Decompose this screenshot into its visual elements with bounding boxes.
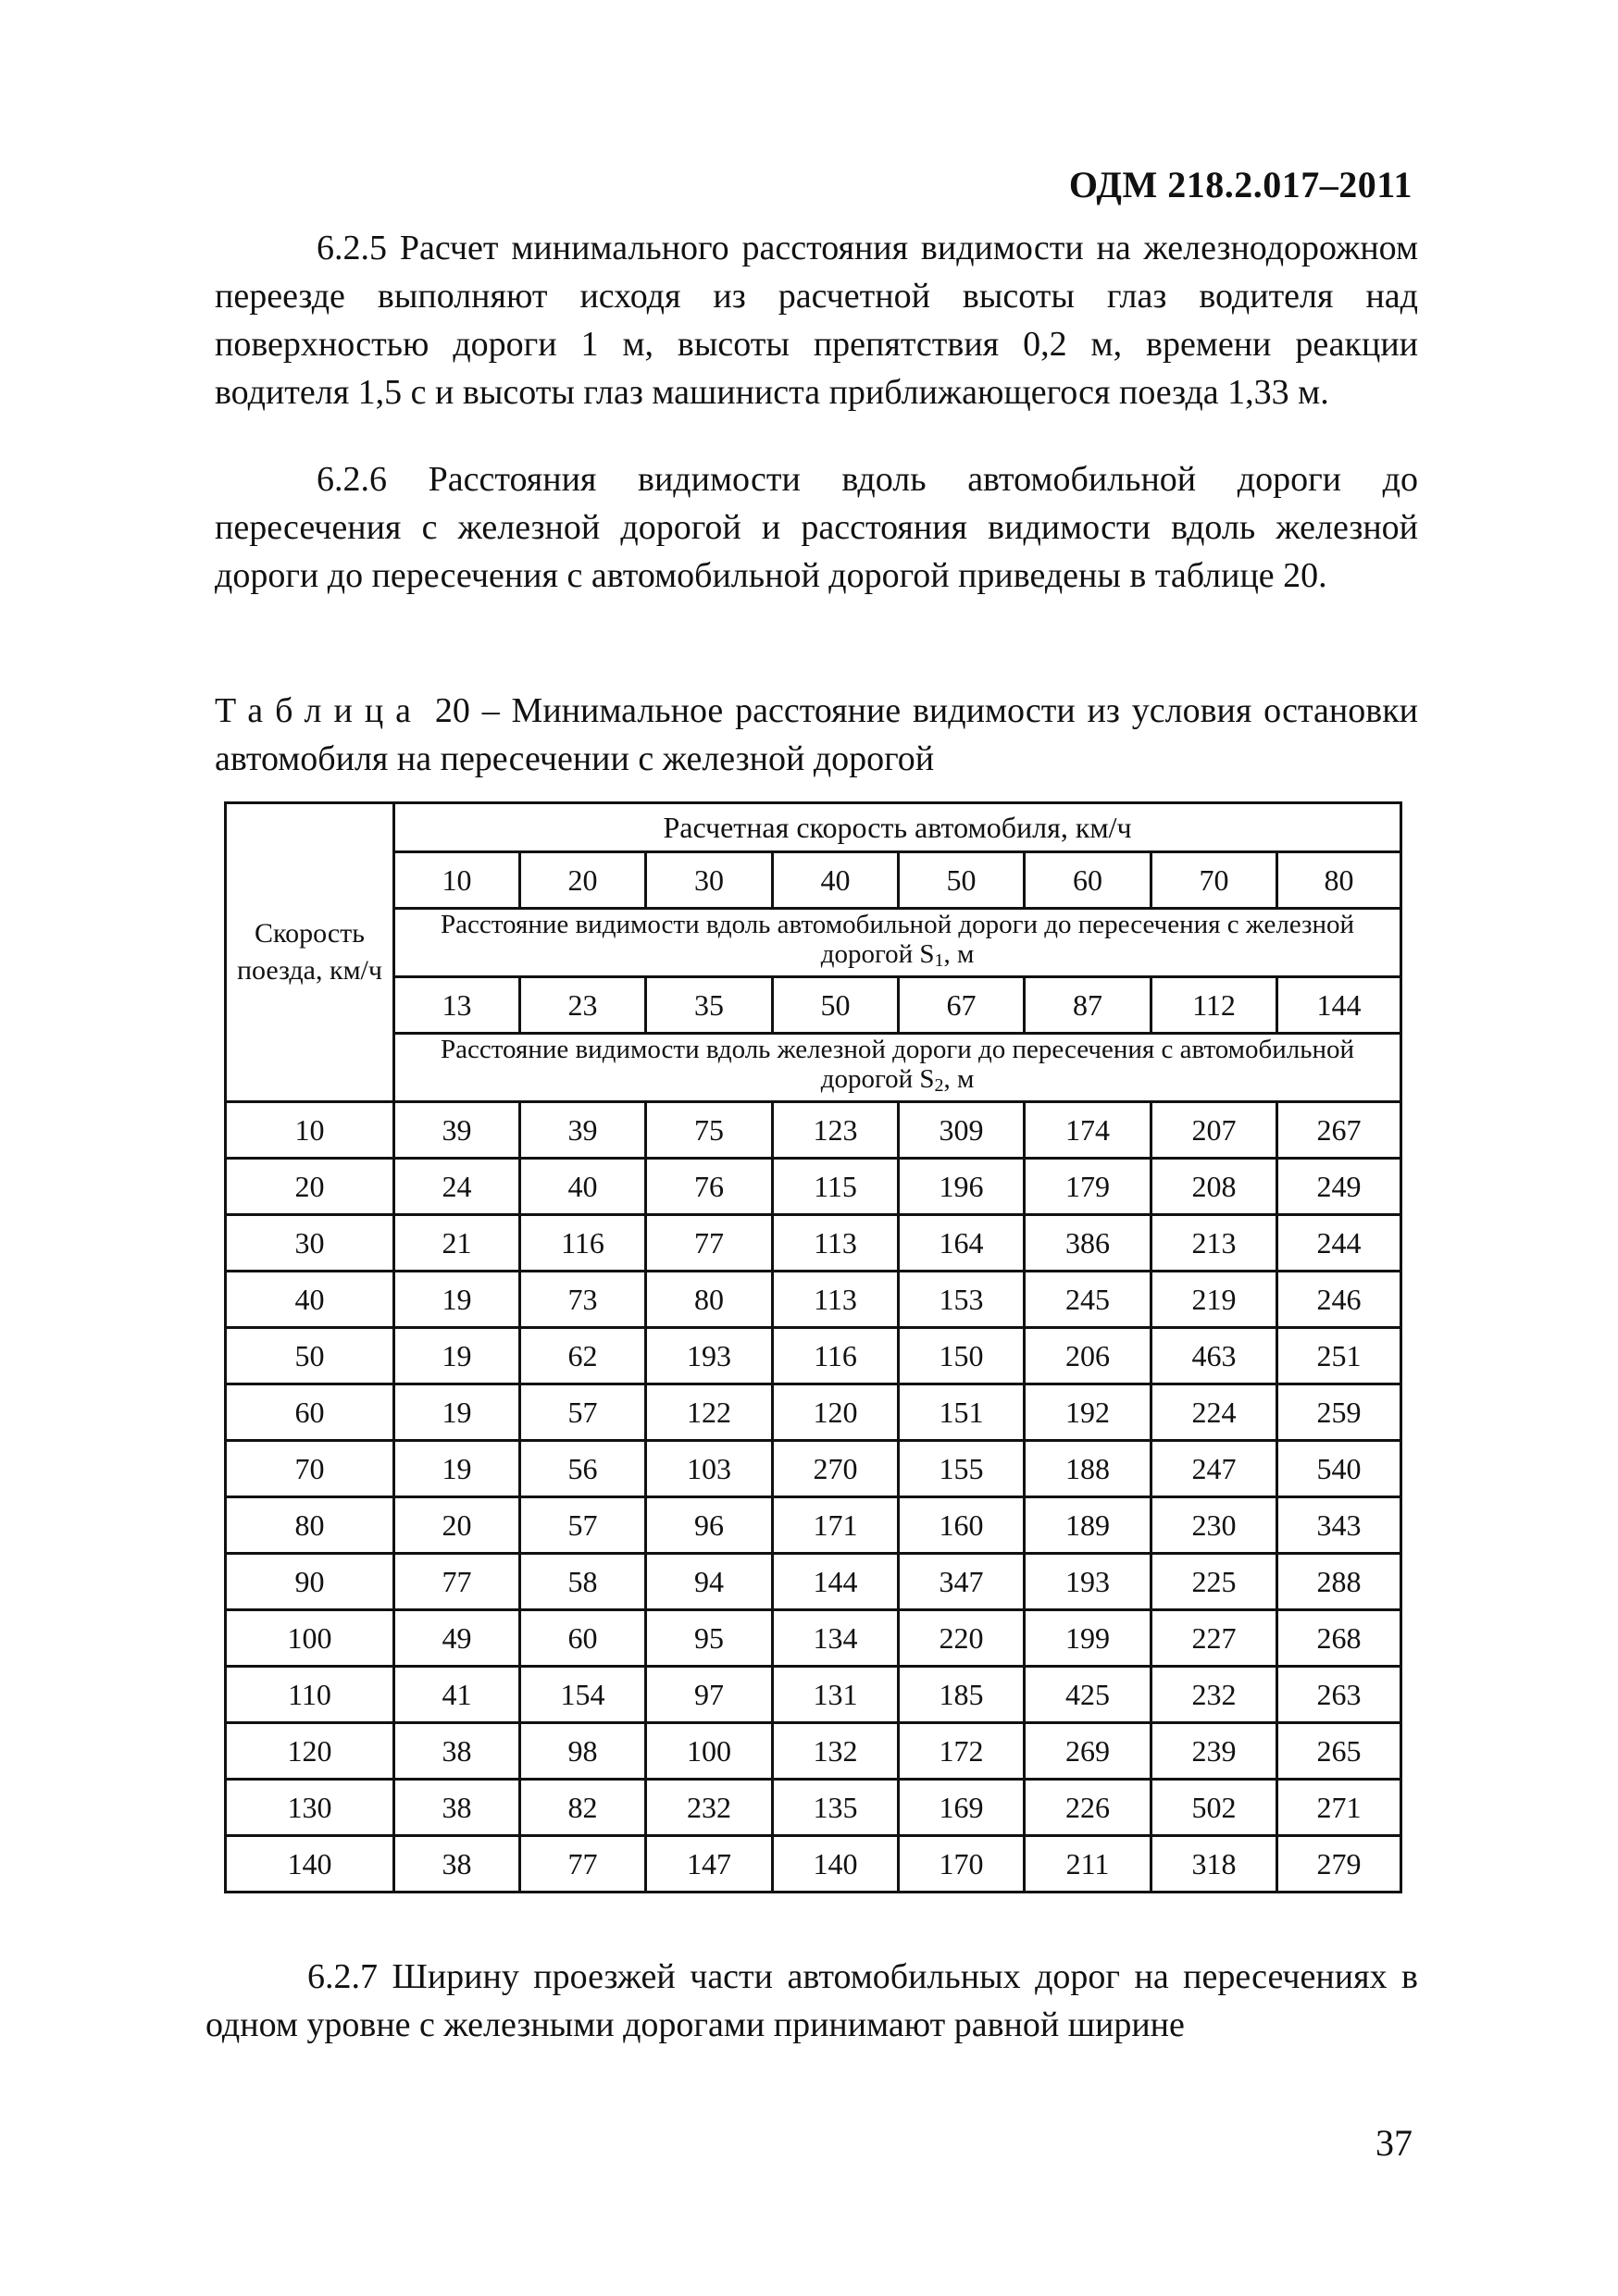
- s2-value-cell: 120: [773, 1384, 899, 1441]
- car-speed-cell: 70: [1151, 852, 1277, 909]
- s2-value-cell: 265: [1277, 1723, 1401, 1780]
- s1-subscript: 1: [934, 950, 944, 971]
- train-speed-cell: 70: [226, 1441, 394, 1497]
- table-row: [226, 1554, 1401, 1610]
- s2-value-cell: 343: [1277, 1497, 1401, 1554]
- train-speed-cell: 130: [226, 1780, 394, 1836]
- car-speed-cell: 20: [520, 852, 646, 909]
- s2-value-cell: 75: [646, 1102, 773, 1159]
- s2-value-cell: 20: [394, 1497, 520, 1554]
- page-number: 37: [1375, 2122, 1413, 2164]
- s2-value-cell: 288: [1277, 1554, 1401, 1610]
- s2-value-cell: 77: [394, 1554, 520, 1610]
- paragraph-6-2-7: [205, 1953, 1418, 2049]
- s2-value-cell: 208: [1151, 1159, 1277, 1215]
- s2-value-cell: 386: [1025, 1215, 1151, 1272]
- s2-value-cell: 19: [394, 1441, 520, 1497]
- s2-value-cell: 131: [773, 1667, 899, 1723]
- s2-header-text: Расстояние видимости вдоль железной дороги до пересечения с автомобильной дорогой S: [441, 1035, 1355, 1094]
- visibility-table: [224, 801, 1402, 1893]
- table-caption-text: 20 – Минимальное расстояние видимости из условия остановки автомобиля на пересечении с железной дорогой: [215, 691, 1418, 778]
- table-caption: [215, 687, 1418, 783]
- s2-value-cell: 164: [899, 1215, 1025, 1272]
- s2-value-cell: 77: [646, 1215, 773, 1272]
- s2-value-cell: 309: [899, 1102, 1025, 1159]
- s2-value-cell: 174: [1025, 1102, 1151, 1159]
- paragraph-6-2-6: [215, 455, 1418, 600]
- train-speed-cell: 20: [226, 1159, 394, 1215]
- s2-value-cell: 38: [394, 1836, 520, 1893]
- s2-value-cell: 151: [899, 1384, 1025, 1441]
- s2-value-cell: 98: [520, 1723, 646, 1780]
- s2-header-row: [226, 1034, 1401, 1102]
- s2-value-cell: 73: [520, 1272, 646, 1328]
- s2-value-cell: 318: [1151, 1836, 1277, 1893]
- paragraph-6-2-6-text: 6.2.6 Расстояния видимости вдоль автомобильной дороги до пересечения с железной дорогой и расстояния видимости вдоль железной дороги до пересечения с автомобильной дорогой приведены в таблице 20.: [215, 460, 1418, 595]
- s2-value-cell: 502: [1151, 1780, 1277, 1836]
- s2-value-cell: 21: [394, 1215, 520, 1272]
- s2-value-cell: 227: [1151, 1610, 1277, 1667]
- table-row: [226, 1667, 1401, 1723]
- s2-value-cell: 38: [394, 1723, 520, 1780]
- s1-header: [394, 909, 1401, 977]
- s1-value-cell: 23: [520, 977, 646, 1034]
- train-speed-cell: 90: [226, 1554, 394, 1610]
- s1-value-cell: 13: [394, 977, 520, 1034]
- document-code: ОДМ 218.2.017–2011: [1068, 164, 1413, 205]
- s2-value-cell: 211: [1025, 1836, 1151, 1893]
- s2-value-cell: 268: [1277, 1610, 1401, 1667]
- car-speeds-row: [226, 852, 1401, 909]
- s2-value-cell: 41: [394, 1667, 520, 1723]
- s2-value-cell: 155: [899, 1441, 1025, 1497]
- train-speed-header: Скорость поезда, км/ч: [226, 803, 394, 1102]
- s2-value-cell: 239: [1151, 1723, 1277, 1780]
- s2-value-cell: 113: [773, 1215, 899, 1272]
- s1-header-row: [226, 909, 1401, 977]
- s1-value-cell: 144: [1277, 977, 1401, 1034]
- table-row: [226, 1610, 1401, 1667]
- table-row: [226, 1215, 1401, 1272]
- table-20: [224, 801, 1400, 1893]
- table-row: [226, 1836, 1401, 1893]
- s2-value-cell: 19: [394, 1272, 520, 1328]
- s1-unit: , м: [943, 939, 975, 969]
- s2-value-cell: 249: [1277, 1159, 1401, 1215]
- s2-value-cell: 100: [646, 1723, 773, 1780]
- car-speed-cell: 50: [899, 852, 1025, 909]
- s2-value-cell: 60: [520, 1610, 646, 1667]
- s2-value-cell: 185: [899, 1667, 1025, 1723]
- s2-value-cell: 154: [520, 1667, 646, 1723]
- s2-value-cell: 82: [520, 1780, 646, 1836]
- s2-value-cell: 96: [646, 1497, 773, 1554]
- s2-value-cell: 94: [646, 1554, 773, 1610]
- s2-value-cell: 267: [1277, 1102, 1401, 1159]
- s2-value-cell: 259: [1277, 1384, 1401, 1441]
- s2-value-cell: 171: [773, 1497, 899, 1554]
- train-speed-cell: 120: [226, 1723, 394, 1780]
- train-speed-cell: 50: [226, 1328, 394, 1384]
- s2-value-cell: 463: [1151, 1328, 1277, 1384]
- s2-value-cell: 224: [1151, 1384, 1277, 1441]
- s2-value-cell: 144: [773, 1554, 899, 1610]
- s2-value-cell: 40: [520, 1159, 646, 1215]
- car-speed-cell: 60: [1025, 852, 1151, 909]
- s2-value-cell: 172: [899, 1723, 1025, 1780]
- s2-value-cell: 279: [1277, 1836, 1401, 1893]
- paragraph-6-2-5: [215, 224, 1418, 416]
- s2-value-cell: 116: [773, 1328, 899, 1384]
- s1-value-cell: 35: [646, 977, 773, 1034]
- s2-value-cell: 134: [773, 1610, 899, 1667]
- s2-value-cell: 97: [646, 1667, 773, 1723]
- table-caption-label: Таблица: [215, 691, 424, 730]
- table-row: [226, 1272, 1401, 1328]
- s2-value-cell: 150: [899, 1328, 1025, 1384]
- table-row: [226, 1723, 1401, 1780]
- s2-value-cell: 213: [1151, 1215, 1277, 1272]
- s2-value-cell: 116: [520, 1215, 646, 1272]
- s2-value-cell: 244: [1277, 1215, 1401, 1272]
- s2-value-cell: 77: [520, 1836, 646, 1893]
- train-speed-cell: 140: [226, 1836, 394, 1893]
- s2-value-cell: 220: [899, 1610, 1025, 1667]
- s2-value-cell: 19: [394, 1384, 520, 1441]
- table-row: [226, 1441, 1401, 1497]
- s2-value-cell: 39: [394, 1102, 520, 1159]
- car-speed-cell: 80: [1277, 852, 1401, 909]
- train-speed-cell: 10: [226, 1102, 394, 1159]
- s2-value-cell: 169: [899, 1780, 1025, 1836]
- paragraph-6-2-5-text: 6.2.5 Расчет минимального расстояния видимости на железнодорожном переезде выполняют исходя из расчетной высоты глаз водителя над поверхностью дороги 1 м, высоты препятствия 0,2 м, времени реакции водителя 1,5 с и высоты глаз машиниста приближающегося поезда 1,33 м.: [215, 229, 1418, 412]
- s2-value-cell: 160: [899, 1497, 1025, 1554]
- s2-value-cell: 179: [1025, 1159, 1151, 1215]
- s2-value-cell: 251: [1277, 1328, 1401, 1384]
- s2-value-cell: 232: [646, 1780, 773, 1836]
- s2-value-cell: 189: [1025, 1497, 1151, 1554]
- table-row: [226, 1780, 1401, 1836]
- s2-value-cell: 19: [394, 1328, 520, 1384]
- s2-value-cell: 57: [520, 1497, 646, 1554]
- car-speed-cell: 40: [773, 852, 899, 909]
- s2-value-cell: 122: [646, 1384, 773, 1441]
- s1-header-text: Расстояние видимости вдоль автомобильной дороги до пересечения с железной дорогой S: [441, 910, 1355, 969]
- s2-value-cell: 80: [646, 1272, 773, 1328]
- car-speed-cell: 10: [394, 852, 520, 909]
- s2-header: [394, 1034, 1401, 1102]
- train-speed-cell: 60: [226, 1384, 394, 1441]
- s2-value-cell: 170: [899, 1836, 1025, 1893]
- s2-value-cell: 49: [394, 1610, 520, 1667]
- s2-value-cell: 225: [1151, 1554, 1277, 1610]
- s2-value-cell: 39: [520, 1102, 646, 1159]
- s2-value-cell: 219: [1151, 1272, 1277, 1328]
- s1-value-cell: 50: [773, 977, 899, 1034]
- table-row: [226, 1102, 1401, 1159]
- s2-value-cell: 76: [646, 1159, 773, 1215]
- s1-value-cell: 67: [899, 977, 1025, 1034]
- s2-value-cell: 269: [1025, 1723, 1151, 1780]
- car-speed-header-row: [226, 803, 1401, 852]
- s2-value-cell: 245: [1025, 1272, 1151, 1328]
- s2-value-cell: 62: [520, 1328, 646, 1384]
- s2-value-cell: 196: [899, 1159, 1025, 1215]
- s2-value-cell: 95: [646, 1610, 773, 1667]
- car-speed-header: Расчетная скорость автомобиля, км/ч: [394, 803, 1401, 852]
- paragraph-6-2-7-text: 6.2.7 Ширину проезжей части автомобильных дорог на пересечениях в одном уровне с железными дорогами принимают равной ширине: [205, 1957, 1418, 2044]
- s2-value-cell: 38: [394, 1780, 520, 1836]
- s2-value-cell: 226: [1025, 1780, 1151, 1836]
- train-speed-cell: 110: [226, 1667, 394, 1723]
- s1-values-row: [226, 977, 1401, 1034]
- table-row: [226, 1384, 1401, 1441]
- s2-value-cell: 113: [773, 1272, 899, 1328]
- s2-value-cell: 207: [1151, 1102, 1277, 1159]
- s2-value-cell: 153: [899, 1272, 1025, 1328]
- s1-value-cell: 87: [1025, 977, 1151, 1034]
- car-speed-cell: 30: [646, 852, 773, 909]
- s2-value-cell: 263: [1277, 1667, 1401, 1723]
- train-speed-cell: 100: [226, 1610, 394, 1667]
- table-row: [226, 1159, 1401, 1215]
- table-row: [226, 1328, 1401, 1384]
- s2-value-cell: 247: [1151, 1441, 1277, 1497]
- s2-value-cell: 57: [520, 1384, 646, 1441]
- s2-value-cell: 147: [646, 1836, 773, 1893]
- train-speed-cell: 80: [226, 1497, 394, 1554]
- s2-value-cell: 347: [899, 1554, 1025, 1610]
- s2-value-cell: 270: [773, 1441, 899, 1497]
- s2-value-cell: 115: [773, 1159, 899, 1215]
- s2-value-cell: 123: [773, 1102, 899, 1159]
- s2-value-cell: 192: [1025, 1384, 1151, 1441]
- s2-value-cell: 425: [1025, 1667, 1151, 1723]
- s2-value-cell: 232: [1151, 1667, 1277, 1723]
- s2-value-cell: 271: [1277, 1780, 1401, 1836]
- s2-value-cell: 58: [520, 1554, 646, 1610]
- s2-unit: , м: [943, 1064, 975, 1094]
- s2-value-cell: 103: [646, 1441, 773, 1497]
- s2-subscript: 2: [934, 1075, 944, 1096]
- s2-value-cell: 24: [394, 1159, 520, 1215]
- s2-value-cell: 230: [1151, 1497, 1277, 1554]
- s2-value-cell: 206: [1025, 1328, 1151, 1384]
- s2-value-cell: 135: [773, 1780, 899, 1836]
- s2-value-cell: 140: [773, 1836, 899, 1893]
- s2-value-cell: 246: [1277, 1272, 1401, 1328]
- s2-value-cell: 56: [520, 1441, 646, 1497]
- train-speed-cell: 40: [226, 1272, 394, 1328]
- s2-value-cell: 199: [1025, 1610, 1151, 1667]
- s1-value-cell: 112: [1151, 977, 1277, 1034]
- s2-value-cell: 132: [773, 1723, 899, 1780]
- train-speed-cell: 30: [226, 1215, 394, 1272]
- table-row: [226, 1497, 1401, 1554]
- s2-value-cell: 193: [1025, 1554, 1151, 1610]
- s2-value-cell: 540: [1277, 1441, 1401, 1497]
- s2-value-cell: 188: [1025, 1441, 1151, 1497]
- s2-value-cell: 193: [646, 1328, 773, 1384]
